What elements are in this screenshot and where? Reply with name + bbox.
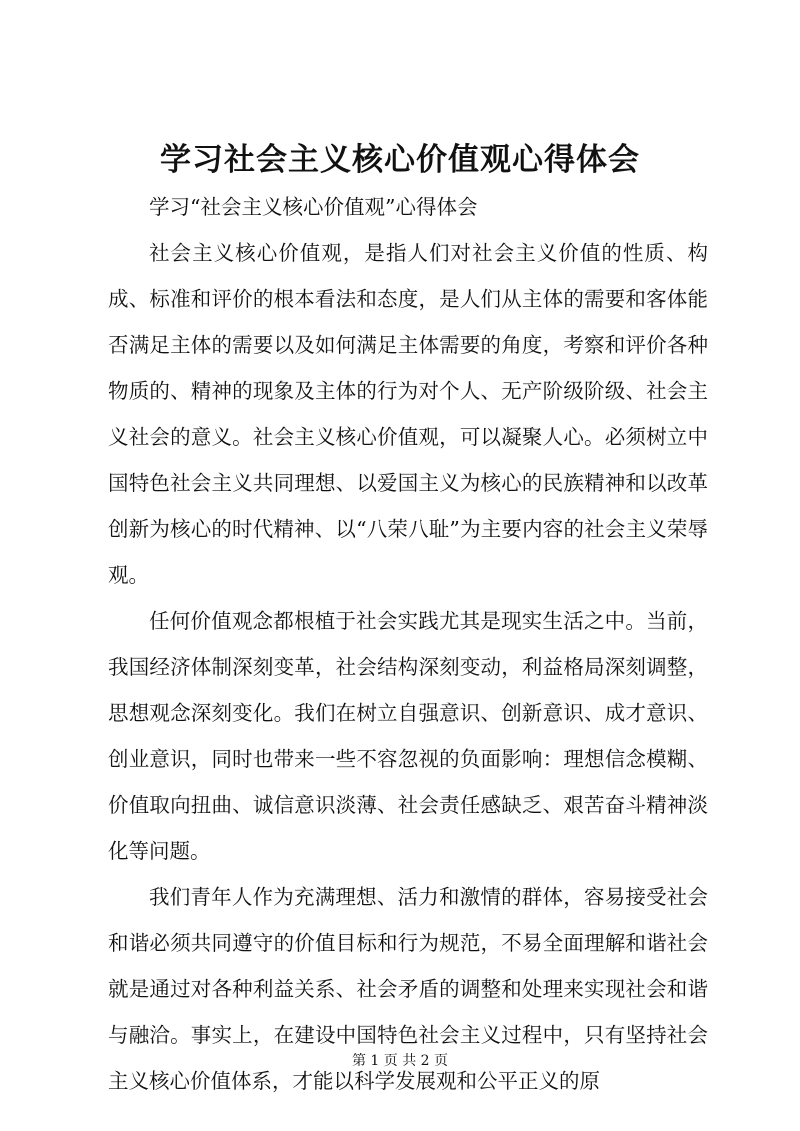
body-paragraph: 社会主义核心价值观，是指人们对社会主义价值的性质、构成、标准和评价的根本看法和态度，是人们从主体的需要和客体能否满足主体的需要以及如何满足主体需要的角度，考察和评价各种物质的、精神的现象及主体的行为对个人、无产阶级阶级、社会主义社会的意义。社会主义核心价值观，可以凝聚人心。必须树立中国特色社会主义共同理想、以爱国主义为核心的民族精神和以改革创新为核心的时代精神、以“八荣八耻”为主要内容的社会主义荣辱观。 <box>108 241 708 587</box>
page-number-footer: 第 1 页 共 2 页 <box>351 1053 449 1069</box>
body-paragraph: 我们青年人作为充满理想、活力和激情的群体，容易接受社会和谐必须共同遵守的价值目标和行为规范，不易全面理解和谐社会就是通过对各种利益关系、社会矛盾的调整和处理来实现社会和谐与融洽。事实上，在建设中国特色社会主义过程中，只有坚持社会主义核心价值体系，才能以科学发展观和公平正义的原 <box>108 885 708 1093</box>
document-title: 学习社会主义核心价值观心得体会 <box>160 142 640 178</box>
subtitle-paragraph: 学习“社会主义核心价值观”心得体会 <box>149 195 478 219</box>
body-paragraph: 任何价值观念都根植于社会实践尤其是现实生活之中。当前，我国经济体制深刻变革，社会结构深刻变动，利益格局深刻调整，思想观念深刻变化。我们在树立自强意识、创新意识、成才意识、创业意识，同时也带来一些不容忽视的负面影响：理想信念模糊、价值取向扭曲、诚信意识淡薄、社会责任感缺乏、艰苦奋斗精神淡化等问题。 <box>108 609 708 863</box>
document-body <box>108 184 708 1104</box>
